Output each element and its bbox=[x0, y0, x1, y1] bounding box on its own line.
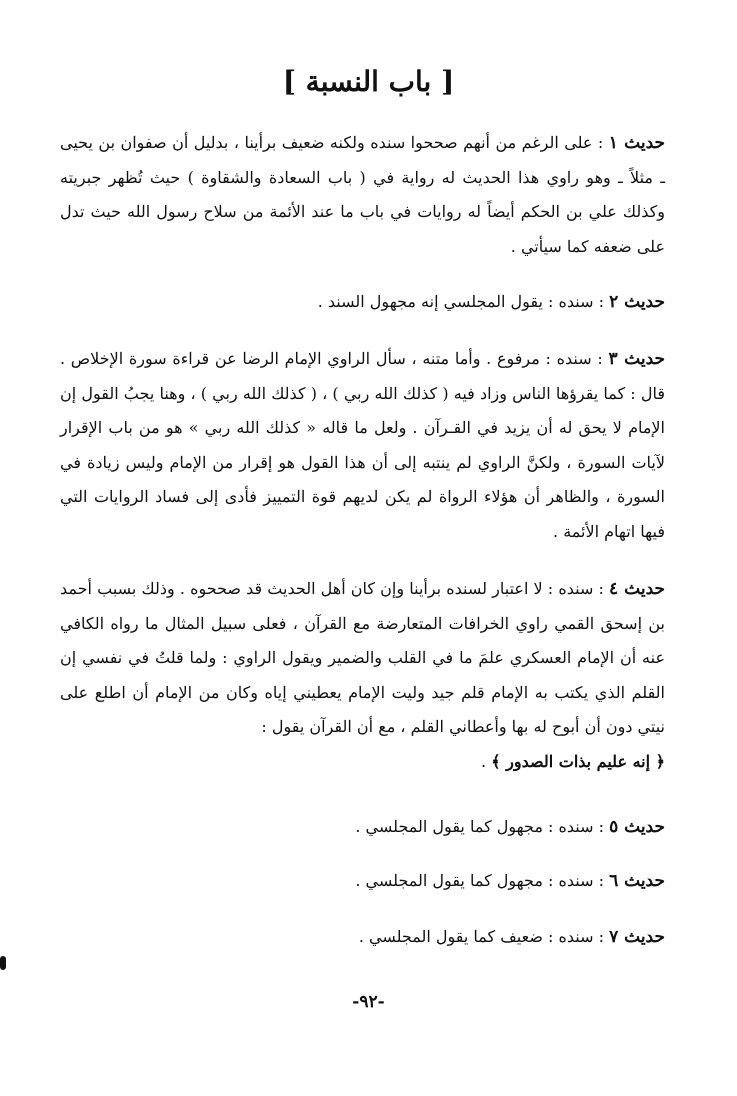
hadith-text: سنده : ضعيف كما يقول المجلسي . bbox=[358, 927, 594, 946]
hadith-text: على الرغم من أنهم صححوا سنده ولكنه ضعيف برأينا ، بدليل أن صفوان بن يحيى ـ مثلاً ـ وهو راوي هذا الحديث له رواية في ( باب السعادة والشقاوة ) حيث تُظهر جبريته وكذلك علي بن الحكم أيضاً له روايات في باب ما عند الأئمة من سلاح رسول الله حيث تدل على ضعفه كما سيأتي . bbox=[60, 133, 666, 256]
hadith-1: حديث ١ : على الرغم من أنهم صححوا سنده ولكنه ضعيف برأينا ، بدليل أن صفوان بن يحيى ـ مثلاً ـ وهو راوي هذا الحديث له رواية في ( باب السعادة والشقاوة ) حيث تُظهر جبريته وكذلك علي بن الحكم أيضاً له روايات في باب ما عند الأئمة من سلاح رسول الله حيث تدل على ضعفه كما سيأتي . bbox=[60, 133, 666, 256]
page-title: [ باب النسبة ] bbox=[282, 65, 455, 98]
hadith-text: سنده : مجهول كما يقول المجلسي . bbox=[355, 871, 594, 890]
hadith-label: حديث ٢ bbox=[609, 292, 665, 312]
hadith-label: حديث ٥ bbox=[609, 817, 665, 837]
quran-quote: ﴿ إنه عليم بذات الصدور ﴾ bbox=[491, 751, 665, 771]
hadith-text: سنده : مجهول كما يقول المجلسي . bbox=[355, 817, 594, 836]
hadith-5: حديث ٥ : سنده : مجهول كما يقول المجلسي . bbox=[355, 817, 665, 837]
hadith-label: حديث ٤ bbox=[609, 579, 665, 599]
hadith-label: حديث ١ bbox=[608, 133, 666, 153]
page-number: -٩٢- bbox=[352, 992, 385, 1012]
hadith-7: حديث ٧ : سنده : ضعيف كما يقول المجلسي . bbox=[358, 927, 665, 947]
hadith-text: سنده : يقول المجلسي إنه مجهول السند . bbox=[317, 292, 594, 311]
hadith-3: حديث ٣ : سنده : مرفوع . وأما متنه ، سأل الراوي الإمام الرضا عن قراءة سورة الإخلاص . قال : كما يقرؤها الناس وزاد فيه ( كذلك الله ربي ) ، ( كذلك الله ربي ) ، وهنا يجبُ القول إن الإمام لا يحق له أن يزيد في القـرآن . ولعل ما قاله « كذلك الله ربي » هو من باب الإقرار لآيات السورة ، ولكنَّ الراوي لم ينتبه إلى أن هذا القول هو إقرار من الإمام وليس زيادة في السورة ، والظاهر أن هؤلاء الرواة لم يكن لديهم قوة التمييز فأدى إلى فساد الروايات التي فيها اتهام الأئمة . bbox=[60, 349, 666, 541]
scan-speck bbox=[0, 956, 6, 970]
quote-tail: . bbox=[481, 751, 492, 771]
hadith-2: حديث ٢ : سنده : يقول المجلسي إنه مجهول السند . bbox=[317, 292, 665, 312]
hadith-4: حديث ٤ : سنده : لا اعتبار لسنده برأينا وإن كان أهل الحديث قد صححوه . وذلك بسبب أحمد بن إسحق القمي راوي الخرافات المتعارضة مع القرآن ، فعلى سبيل المثال ما رواه الكافي عنه أن الإمام العسكري علمَ ما في القلب والضمير ويقول الراوي : ولما قلتُ في نفسي إن القلم الذي يكتب به الإمام قلم جيد وليت الإمام يعطيني إياه وكان من الإمام أن اطلع على نيتي دون أن أبوح له بها وأعطاني القلم ، مع أن القرآن يقول : ﴿ إنه عليم بذات الصدور ﴾ . bbox=[60, 579, 665, 771]
hadith-text: سنده : مرفوع . وأما متنه ، سأل الراوي الإمام الرضا عن قراءة سورة الإخلاص . قال : كما يقرؤها الناس وزاد فيه ( كذلك الله ربي ) ، ( كذلك الله ربي ) ، وهنا يجبُ القول إن الإمام لا يحق له أن يزيد في القـرآن . ولعل ما قاله « كذلك الله ربي » هو من باب الإقرار لآيات السورة ، ولكنَّ الراوي لم ينتبه إلى أن هذا القول هو إقرار من الإمام وليس زيادة في السورة ، والظاهر أن هؤلاء الرواة لم يكن لديهم قوة التمييز فأدى إلى فساد الروايات التي فيها اتهام الأئمة . bbox=[60, 349, 665, 541]
hadith-label: حديث ٧ bbox=[609, 927, 665, 947]
hadith-label: حديث ٣ bbox=[608, 349, 666, 369]
hadith-label: حديث ٦ bbox=[609, 871, 665, 891]
hadith-text: سنده : لا اعتبار لسنده برأينا وإن كان أهل الحديث قد صححوه . وذلك بسبب أحمد بن إسحق القمي راوي الخرافات المتعارضة مع القرآن ، فعلى سبيل المثال ما رواه الكافي عنه أن الإمام العسكري علمَ ما في القلب والضمير ويقول الراوي : ولما قلتُ في نفسي إن القلم الذي يكتب به الإمام قلم جيد وليت الإمام يعطيني إياه وكان من الإمام أن اطلع على نيتي دون أن أبوح له بها وأعطاني القلم ، مع أن القرآن يقول : bbox=[60, 579, 665, 736]
hadith-6: حديث ٦ : سنده : مجهول كما يقول المجلسي . bbox=[355, 871, 665, 891]
